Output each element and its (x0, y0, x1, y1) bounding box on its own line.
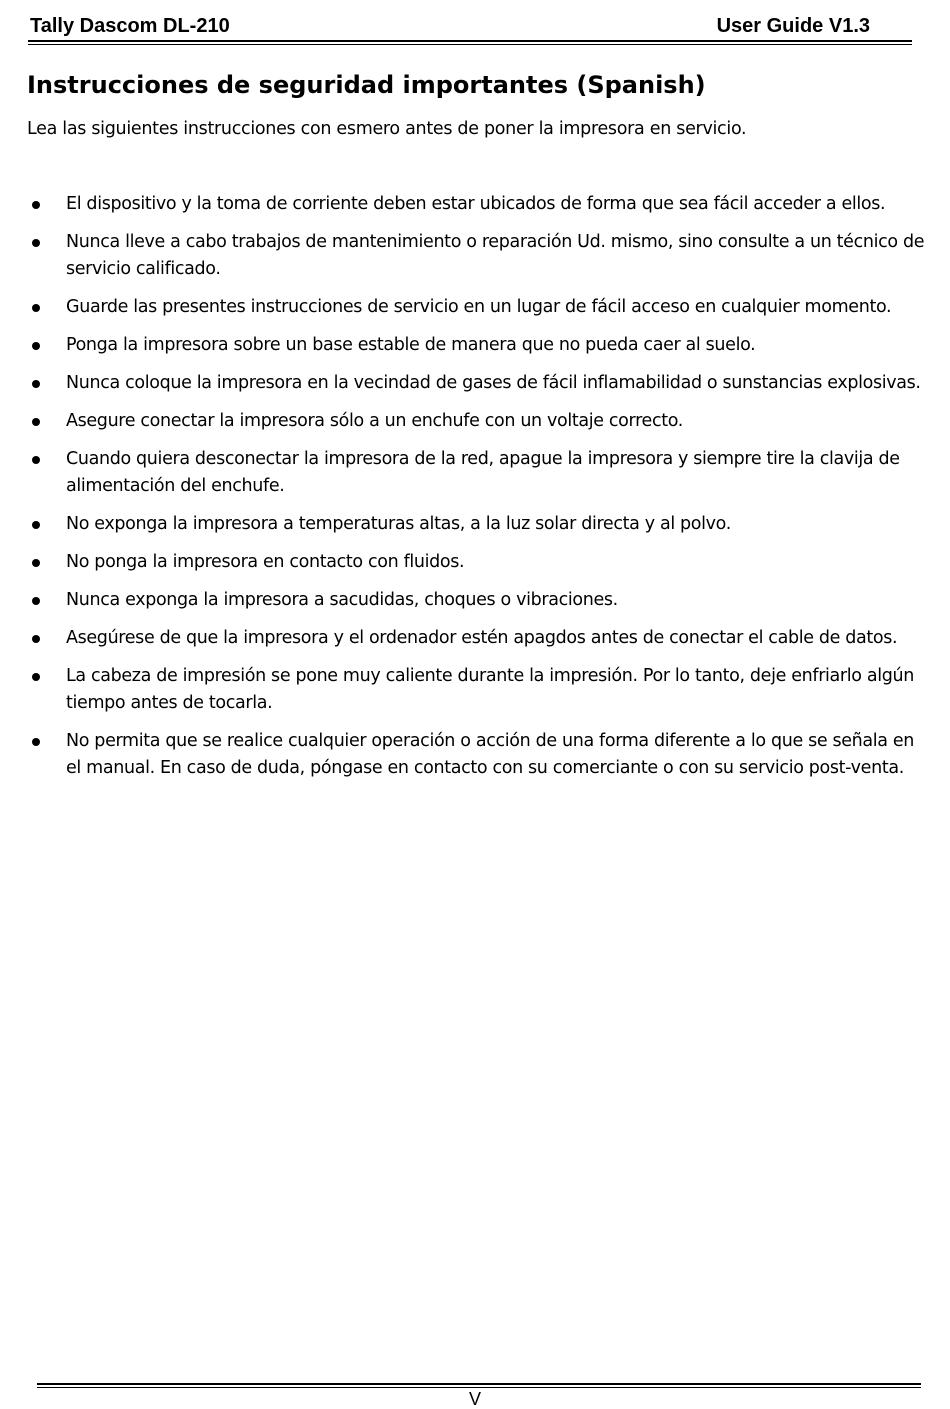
list-item (0, 191, 926, 218)
safety-instructions-list (0, 191, 950, 793)
bullet-icon (32, 304, 40, 312)
header-divider (28, 40, 912, 45)
page-number: V (468, 1389, 481, 1409)
bullet-icon (32, 418, 40, 426)
bullet-icon (32, 201, 40, 209)
bullet-icon (32, 456, 40, 464)
list-item-text: El dispositivo y la toma de corriente deben estar ubicados de forma que sea fácil acceder a ellos. (66, 194, 886, 214)
header-document-version: User Guide V1.3 (716, 15, 870, 37)
list-item-text: Cuando quiera desconectar la impresora de la red, apague la impresora y siempre tire la clavija de alimentación del enchufe. (66, 449, 900, 496)
list-item (0, 549, 926, 576)
list-item-text: Asegure conectar la impresora sólo a un enchufe con un voltaje correcto. (66, 411, 684, 431)
list-item (0, 332, 926, 359)
list-item (0, 408, 926, 435)
page-title: Instrucciones de seguridad importantes (Spanish) (27, 71, 706, 99)
list-item-text: Nunca coloque la impresora en la vecindad de gases de fácil inflamabilidad o sunstancias explosivas. (66, 373, 921, 393)
list-item-text: No permita que se realice cualquier operación o acción de una forma diferente a lo que se señala en el manual. En caso de duda, póngase en contacto con su comerciante o con su servicio post-venta. (66, 731, 915, 778)
list-item-text: No exponga la impresora a temperaturas altas, a la luz solar directa y al polvo. (66, 514, 731, 534)
bullet-icon (32, 239, 40, 247)
list-item (0, 511, 926, 538)
list-item-text: Nunca lleve a cabo trabajos de mantenimiento o reparación Ud. mismo, sino consulte a un técnico de servicio calificado. (66, 232, 925, 279)
list-item-text: Asegúrese de que la impresora y el ordenador estén apagdos antes de conectar el cable de datos. (66, 628, 898, 648)
bullet-icon (32, 738, 40, 746)
bullet-icon (32, 342, 40, 350)
list-item (0, 229, 926, 283)
list-item-text: No ponga la impresora en contacto con fluidos. (66, 552, 465, 572)
list-item (0, 625, 926, 652)
footer-divider (37, 1383, 921, 1388)
list-item (0, 587, 926, 614)
bullet-icon (32, 635, 40, 643)
bullet-icon (32, 521, 40, 529)
list-item (0, 728, 926, 782)
header-product-name: Tally Dascom DL-210 (30, 15, 230, 37)
list-item-text: Nunca exponga la impresora a sacudidas, choques o vibraciones. (66, 590, 618, 610)
bullet-icon (32, 559, 40, 567)
list-item (0, 663, 926, 717)
bullet-icon (32, 673, 40, 681)
bullet-icon (32, 597, 40, 605)
list-item (0, 446, 926, 500)
intro-paragraph: Lea las siguientes instrucciones con esmero antes de poner la impresora en servicio. (27, 119, 747, 139)
list-item-text: La cabeza de impresión se pone muy caliente durante la impresión. Por lo tanto, deje enfriarlo algún tiempo antes de tocarla. (66, 666, 914, 713)
list-item-text: Guarde las presentes instrucciones de servicio en un lugar de fácil acceso en cualquier momento. (66, 297, 892, 317)
list-item-text: Ponga la impresora sobre un base estable de manera que no pueda caer al suelo. (66, 335, 756, 355)
bullet-icon (32, 380, 40, 388)
list-item (0, 370, 926, 397)
list-item (0, 294, 926, 321)
page-header (30, 12, 910, 40)
